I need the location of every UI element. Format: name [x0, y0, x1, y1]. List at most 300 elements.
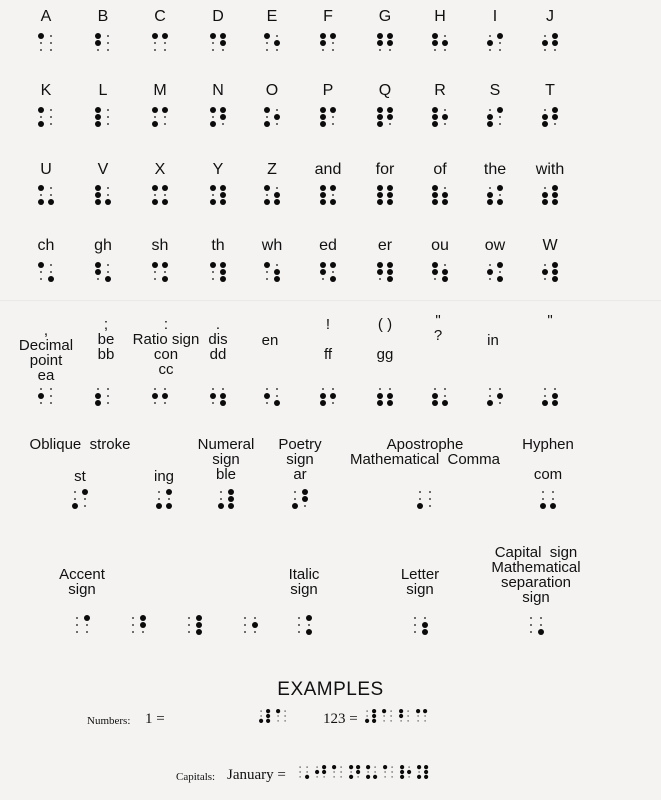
braille-label: Numeral sign ble — [197, 436, 255, 483]
braille-dot-1 — [417, 489, 423, 495]
braille-dot-1 — [152, 262, 158, 268]
braille-dot-1 — [152, 107, 158, 113]
braille-dot-1 — [95, 33, 101, 39]
braille-dot-5 — [196, 622, 202, 628]
braille-dot-4 — [162, 262, 168, 268]
braille-dot-5 — [372, 714, 376, 718]
braille-dot-1 — [432, 185, 438, 191]
braille-dot-4 — [274, 107, 280, 113]
braille-dot-3 — [72, 503, 78, 509]
braille-dot-4 — [166, 489, 172, 495]
braille-dot-1 — [377, 33, 383, 39]
braille-label: . dis dd — [208, 316, 228, 363]
braille-dot-5 — [442, 393, 448, 399]
braille-cell-r6-1 — [72, 489, 88, 510]
braille-cell-Y — [210, 185, 226, 206]
braille-dot-4 — [220, 262, 226, 268]
braille-dot-2 — [298, 770, 302, 774]
braille-dot-6 — [220, 400, 226, 406]
braille-dot-1 — [130, 615, 136, 621]
braille-dot-1 — [210, 386, 216, 392]
braille-dot-6 — [390, 775, 394, 779]
braille-dot-4 — [274, 185, 280, 191]
braille-dot-1 — [296, 615, 302, 621]
braille-dot-3 — [292, 503, 298, 509]
braille-label: st — [74, 468, 86, 485]
braille-dot-6 — [552, 47, 558, 53]
braille-cell-wh — [264, 262, 280, 283]
braille-dot-3 — [542, 121, 548, 127]
braille-cell-ow — [487, 262, 503, 283]
braille-cell-X — [152, 185, 168, 206]
braille-dot-6 — [387, 47, 393, 53]
braille-cell-C — [152, 33, 168, 54]
braille-dot-5 — [497, 393, 503, 399]
braille-dot-6 — [330, 47, 336, 53]
braille-dot-4 — [196, 615, 202, 621]
braille-dot-3 — [152, 121, 158, 127]
braille-label: ow — [484, 237, 506, 254]
braille-dot-3 — [242, 629, 248, 635]
braille-cell-L — [95, 107, 111, 128]
braille-dot-5 — [105, 192, 111, 198]
braille-label: G — [378, 8, 392, 25]
braille-dot-1 — [400, 765, 404, 769]
braille-dot-5 — [330, 192, 336, 198]
braille-dot-5 — [140, 622, 146, 628]
braille-dot-3 — [320, 276, 326, 282]
braille-dot-5 — [162, 192, 168, 198]
braille-dot-3 — [218, 503, 224, 509]
braille-dot-4 — [330, 33, 336, 39]
braille-dot-4 — [422, 615, 428, 621]
braille-dot-5 — [442, 114, 448, 120]
braille-label: R — [434, 82, 446, 99]
braille-label: ing — [153, 468, 175, 485]
braille-dot-2 — [320, 393, 326, 399]
braille-dot-3 — [156, 503, 162, 509]
braille-dot-4 — [220, 185, 226, 191]
braille-dot-5 — [220, 114, 226, 120]
braille-dot-1 — [264, 185, 270, 191]
braille-dot-4 — [497, 33, 503, 39]
braille-dot-3 — [382, 719, 386, 723]
braille-dot-3 — [377, 121, 383, 127]
braille-dot-3 — [95, 400, 101, 406]
braille-label: Q — [378, 82, 392, 99]
braille-label: K — [40, 82, 52, 99]
capitals-cell-6 — [400, 765, 411, 780]
braille-dot-2 — [377, 269, 383, 275]
braille-dot-5 — [162, 40, 168, 46]
braille-label: D — [212, 8, 224, 25]
braille-dot-3 — [542, 47, 548, 53]
braille-dot-2 — [432, 40, 438, 46]
braille-dot-2 — [416, 714, 420, 718]
braille-label: A — [40, 8, 52, 25]
braille-dot-4 — [372, 709, 376, 713]
braille-dot-4 — [387, 33, 393, 39]
braille-cell-r7-5 — [412, 615, 428, 636]
braille-cell-r7-1 — [130, 615, 146, 636]
braille-dot-3 — [38, 276, 44, 282]
braille-cell-ch — [38, 262, 54, 283]
braille-dot-4 — [442, 185, 448, 191]
braille-dot-4 — [442, 107, 448, 113]
braille-dot-6 — [162, 199, 168, 205]
braille-dot-5 — [228, 496, 234, 502]
braille-label: ! ff — [323, 316, 333, 363]
braille-dot-1 — [72, 489, 78, 495]
braille-dot-6 — [372, 719, 376, 723]
braille-cell-U — [38, 185, 54, 206]
braille-dot-3 — [540, 503, 546, 509]
braille-dot-6 — [387, 400, 393, 406]
braille-cell-and — [320, 185, 336, 206]
braille-label: Capital sign Mathematical separation sign — [491, 544, 581, 606]
braille-dot-6 — [552, 199, 558, 205]
braille-dot-3 — [487, 199, 493, 205]
braille-dot-1 — [186, 615, 192, 621]
braille-dot-5 — [552, 192, 558, 198]
capitals-cell-5 — [383, 765, 394, 780]
braille-dot-4 — [48, 185, 54, 191]
braille-cell-r7-0 — [74, 615, 90, 636]
braille-dot-2 — [210, 269, 216, 275]
examples-heading: EXAMPLES — [277, 679, 384, 700]
braille-dot-1 — [38, 185, 44, 191]
numbers-cell-b-1 — [382, 709, 393, 724]
braille-dot-4 — [220, 386, 226, 392]
braille-cell-r6-4 — [292, 489, 308, 510]
braille-dot-3 — [130, 629, 136, 635]
braille-dot-4 — [162, 33, 168, 39]
braille-dot-1 — [264, 33, 270, 39]
braille-label: J — [546, 8, 554, 25]
braille-cell-r7-3 — [242, 615, 258, 636]
braille-cell-r6-6 — [540, 489, 556, 510]
braille-dot-3 — [528, 629, 534, 635]
braille-dot-2 — [95, 40, 101, 46]
braille-cell-r7-4 — [296, 615, 312, 636]
braille-dot-5 — [322, 770, 326, 774]
braille-dot-5 — [387, 40, 393, 46]
braille-dot-3 — [377, 199, 383, 205]
braille-dot-5 — [82, 496, 88, 502]
braille-dot-5 — [330, 114, 336, 120]
braille-dot-5 — [389, 714, 393, 718]
braille-dot-4 — [82, 489, 88, 495]
braille-dot-4 — [356, 765, 360, 769]
braille-dot-1 — [365, 709, 369, 713]
braille-dot-6 — [442, 121, 448, 127]
braille-dot-2 — [74, 622, 80, 628]
braille-dot-1 — [383, 765, 387, 769]
braille-cell-Q — [377, 107, 393, 128]
braille-dot-5 — [302, 496, 308, 502]
braille-dot-3 — [487, 276, 493, 282]
braille-dot-5 — [442, 269, 448, 275]
braille-dot-1 — [95, 262, 101, 268]
braille-dot-3 — [152, 199, 158, 205]
braille-dot-5 — [550, 496, 556, 502]
braille-dot-5 — [387, 393, 393, 399]
braille-dot-6 — [162, 276, 168, 282]
braille-dot-3 — [152, 400, 158, 406]
braille-dot-5 — [48, 114, 54, 120]
braille-dot-5 — [166, 496, 172, 502]
braille-dot-6 — [306, 629, 312, 635]
braille-label: W — [542, 237, 558, 254]
braille-dot-6 — [442, 276, 448, 282]
braille-cell-punct-1 — [95, 386, 111, 407]
braille-dot-5 — [387, 114, 393, 120]
braille-dot-2 — [377, 393, 383, 399]
braille-dot-1 — [74, 615, 80, 621]
braille-dot-2 — [400, 770, 404, 774]
braille-dot-3 — [264, 47, 270, 53]
braille-dot-5 — [373, 770, 377, 774]
braille-label: B — [97, 8, 109, 25]
braille-label: ( ) gg — [376, 316, 394, 363]
numbers-label: Numbers: — [87, 715, 131, 727]
braille-dot-2 — [210, 114, 216, 120]
braille-dot-5 — [162, 114, 168, 120]
braille-dot-3 — [412, 629, 418, 635]
braille-cell-R — [432, 107, 448, 128]
braille-dot-4 — [330, 386, 336, 392]
braille-dot-5 — [162, 269, 168, 275]
braille-dot-5 — [266, 714, 270, 718]
braille-dot-1 — [38, 386, 44, 392]
braille-dot-6 — [497, 276, 503, 282]
braille-label: " ? — [433, 312, 443, 344]
numbers-cell-b-0 — [365, 709, 376, 724]
braille-dot-4 — [48, 262, 54, 268]
braille-label: Letter sign — [400, 566, 440, 598]
braille-cell-of — [432, 185, 448, 206]
braille-dot-3 — [95, 47, 101, 53]
braille-dot-2 — [210, 192, 216, 198]
braille-dot-5 — [407, 770, 411, 774]
braille-dot-1 — [542, 107, 548, 113]
braille-dot-2 — [152, 40, 158, 46]
braille-dot-1 — [542, 262, 548, 268]
braille-dot-6 — [330, 121, 336, 127]
braille-dot-4 — [538, 615, 544, 621]
braille-dot-3 — [542, 400, 548, 406]
braille-label: V — [97, 161, 109, 178]
braille-dot-1 — [210, 185, 216, 191]
braille-dot-6 — [105, 199, 111, 205]
braille-dot-6 — [356, 775, 360, 779]
braille-dot-3 — [399, 719, 403, 723]
braille-dot-5 — [162, 393, 168, 399]
capitals-cell-4 — [366, 765, 377, 780]
braille-dot-1 — [320, 107, 326, 113]
braille-dot-3 — [38, 400, 44, 406]
braille-dot-1 — [315, 765, 319, 769]
braille-dot-1 — [95, 107, 101, 113]
braille-dot-4 — [497, 262, 503, 268]
braille-dot-4 — [84, 615, 90, 621]
braille-dot-4 — [423, 709, 427, 713]
braille-dot-5 — [330, 393, 336, 399]
braille-dot-4 — [330, 262, 336, 268]
braille-dot-6 — [550, 503, 556, 509]
braille-dot-6 — [48, 276, 54, 282]
braille-dot-3 — [95, 276, 101, 282]
braille-label: O — [265, 82, 279, 99]
braille-dot-6 — [220, 276, 226, 282]
braille-label: in — [487, 332, 499, 349]
braille-dot-4 — [406, 709, 410, 713]
braille-dot-3 — [38, 121, 44, 127]
braille-dot-1 — [95, 185, 101, 191]
braille-dot-4 — [442, 386, 448, 392]
braille-dot-2 — [95, 393, 101, 399]
braille-dot-6 — [274, 400, 280, 406]
braille-dot-6 — [387, 199, 393, 205]
braille-dot-2 — [264, 393, 270, 399]
braille-dot-5 — [339, 770, 343, 774]
braille-dot-6 — [442, 199, 448, 205]
braille-dot-1 — [416, 709, 420, 713]
braille-dot-3 — [432, 276, 438, 282]
braille-dot-5 — [84, 622, 90, 628]
braille-label: Italic sign — [288, 566, 320, 598]
braille-cell-r6-2 — [156, 489, 172, 510]
braille-dot-4 — [387, 386, 393, 392]
braille-cell-r7-6 — [528, 615, 544, 636]
braille-dot-2 — [383, 770, 387, 774]
braille-dot-4 — [497, 386, 503, 392]
braille-dot-2 — [320, 40, 326, 46]
braille-dot-4 — [552, 107, 558, 113]
braille-dot-3 — [210, 199, 216, 205]
braille-label: Apostrophe Mathematical Comma — [349, 436, 501, 468]
braille-dot-2 — [487, 114, 493, 120]
braille-cell-A — [38, 33, 54, 54]
braille-dot-1 — [487, 185, 493, 191]
braille-dot-2 — [264, 114, 270, 120]
braille-dot-3 — [296, 629, 302, 635]
braille-dot-1 — [259, 709, 263, 713]
braille-dot-6 — [48, 121, 54, 127]
braille-dot-4 — [497, 185, 503, 191]
braille-label: U — [40, 161, 52, 178]
braille-cell-gh — [95, 262, 111, 283]
braille-label: and — [314, 161, 342, 178]
braille-dot-6 — [140, 629, 146, 635]
braille-dot-3 — [264, 276, 270, 282]
braille-label: of — [433, 161, 447, 178]
braille-dot-5 — [427, 496, 433, 502]
braille-dot-1 — [542, 33, 548, 39]
braille-cell-D — [210, 33, 226, 54]
braille-dot-6 — [302, 503, 308, 509]
braille-dot-4 — [105, 107, 111, 113]
braille-dot-2 — [315, 770, 319, 774]
braille-label: Oblique stroke — [29, 436, 131, 453]
braille-dot-2 — [210, 40, 216, 46]
braille-dot-6 — [330, 276, 336, 282]
braille-dot-6 — [48, 400, 54, 406]
braille-dot-2 — [156, 496, 162, 502]
braille-dot-6 — [220, 199, 226, 205]
braille-dot-5 — [48, 40, 54, 46]
braille-dot-4 — [162, 107, 168, 113]
braille-dot-2 — [542, 40, 548, 46]
braille-dot-1 — [156, 489, 162, 495]
braille-dot-3 — [320, 47, 326, 53]
braille-dot-2 — [320, 192, 326, 198]
braille-label: S — [489, 82, 501, 99]
braille-dot-5 — [552, 269, 558, 275]
braille-dot-3 — [38, 199, 44, 205]
braille-dot-3 — [264, 121, 270, 127]
braille-dot-4 — [550, 489, 556, 495]
braille-dot-2 — [417, 496, 423, 502]
braille-dot-3 — [74, 629, 80, 635]
braille-dot-6 — [552, 276, 558, 282]
braille-dot-5 — [48, 269, 54, 275]
braille-dot-3 — [383, 775, 387, 779]
numbers-cell-b-3 — [416, 709, 427, 724]
braille-dot-2 — [377, 114, 383, 120]
braille-label: ; be bb — [97, 316, 115, 363]
braille-dot-5 — [497, 269, 503, 275]
braille-dot-2 — [528, 622, 534, 628]
braille-label: th — [211, 237, 225, 254]
braille-dot-3 — [95, 121, 101, 127]
braille-label: M — [153, 82, 167, 99]
braille-dot-1 — [366, 765, 370, 769]
braille-dot-6 — [339, 775, 343, 779]
braille-dot-4 — [105, 185, 111, 191]
braille-dot-4 — [252, 615, 258, 621]
braille-dot-1 — [412, 615, 418, 621]
braille-dot-5 — [552, 114, 558, 120]
braille-dot-4 — [140, 615, 146, 621]
braille-dot-1 — [349, 765, 353, 769]
braille-dot-6 — [162, 47, 168, 53]
braille-cell-W — [542, 262, 558, 283]
braille-dot-6 — [105, 47, 111, 53]
braille-dot-3 — [95, 199, 101, 205]
braille-label: wh — [261, 237, 283, 254]
braille-label: Accent sign — [59, 566, 105, 598]
braille-dot-3 — [315, 775, 319, 779]
paper-fold-line — [0, 300, 661, 301]
braille-dot-4 — [274, 262, 280, 268]
braille-label: T — [545, 82, 555, 99]
braille-dot-2 — [95, 192, 101, 198]
braille-dot-6 — [283, 719, 287, 723]
braille-dot-6 — [266, 719, 270, 723]
capitals-label: Capitals: — [176, 771, 216, 783]
braille-dot-3 — [210, 276, 216, 282]
braille-label: Y — [212, 161, 224, 178]
braille-label: H — [434, 8, 446, 25]
braille-dot-4 — [48, 386, 54, 392]
braille-dot-2 — [377, 192, 383, 198]
braille-cell-with — [542, 185, 558, 206]
braille-dot-2 — [38, 114, 44, 120]
braille-dot-3 — [400, 775, 404, 779]
braille-dot-2 — [487, 393, 493, 399]
braille-dot-1 — [432, 386, 438, 392]
